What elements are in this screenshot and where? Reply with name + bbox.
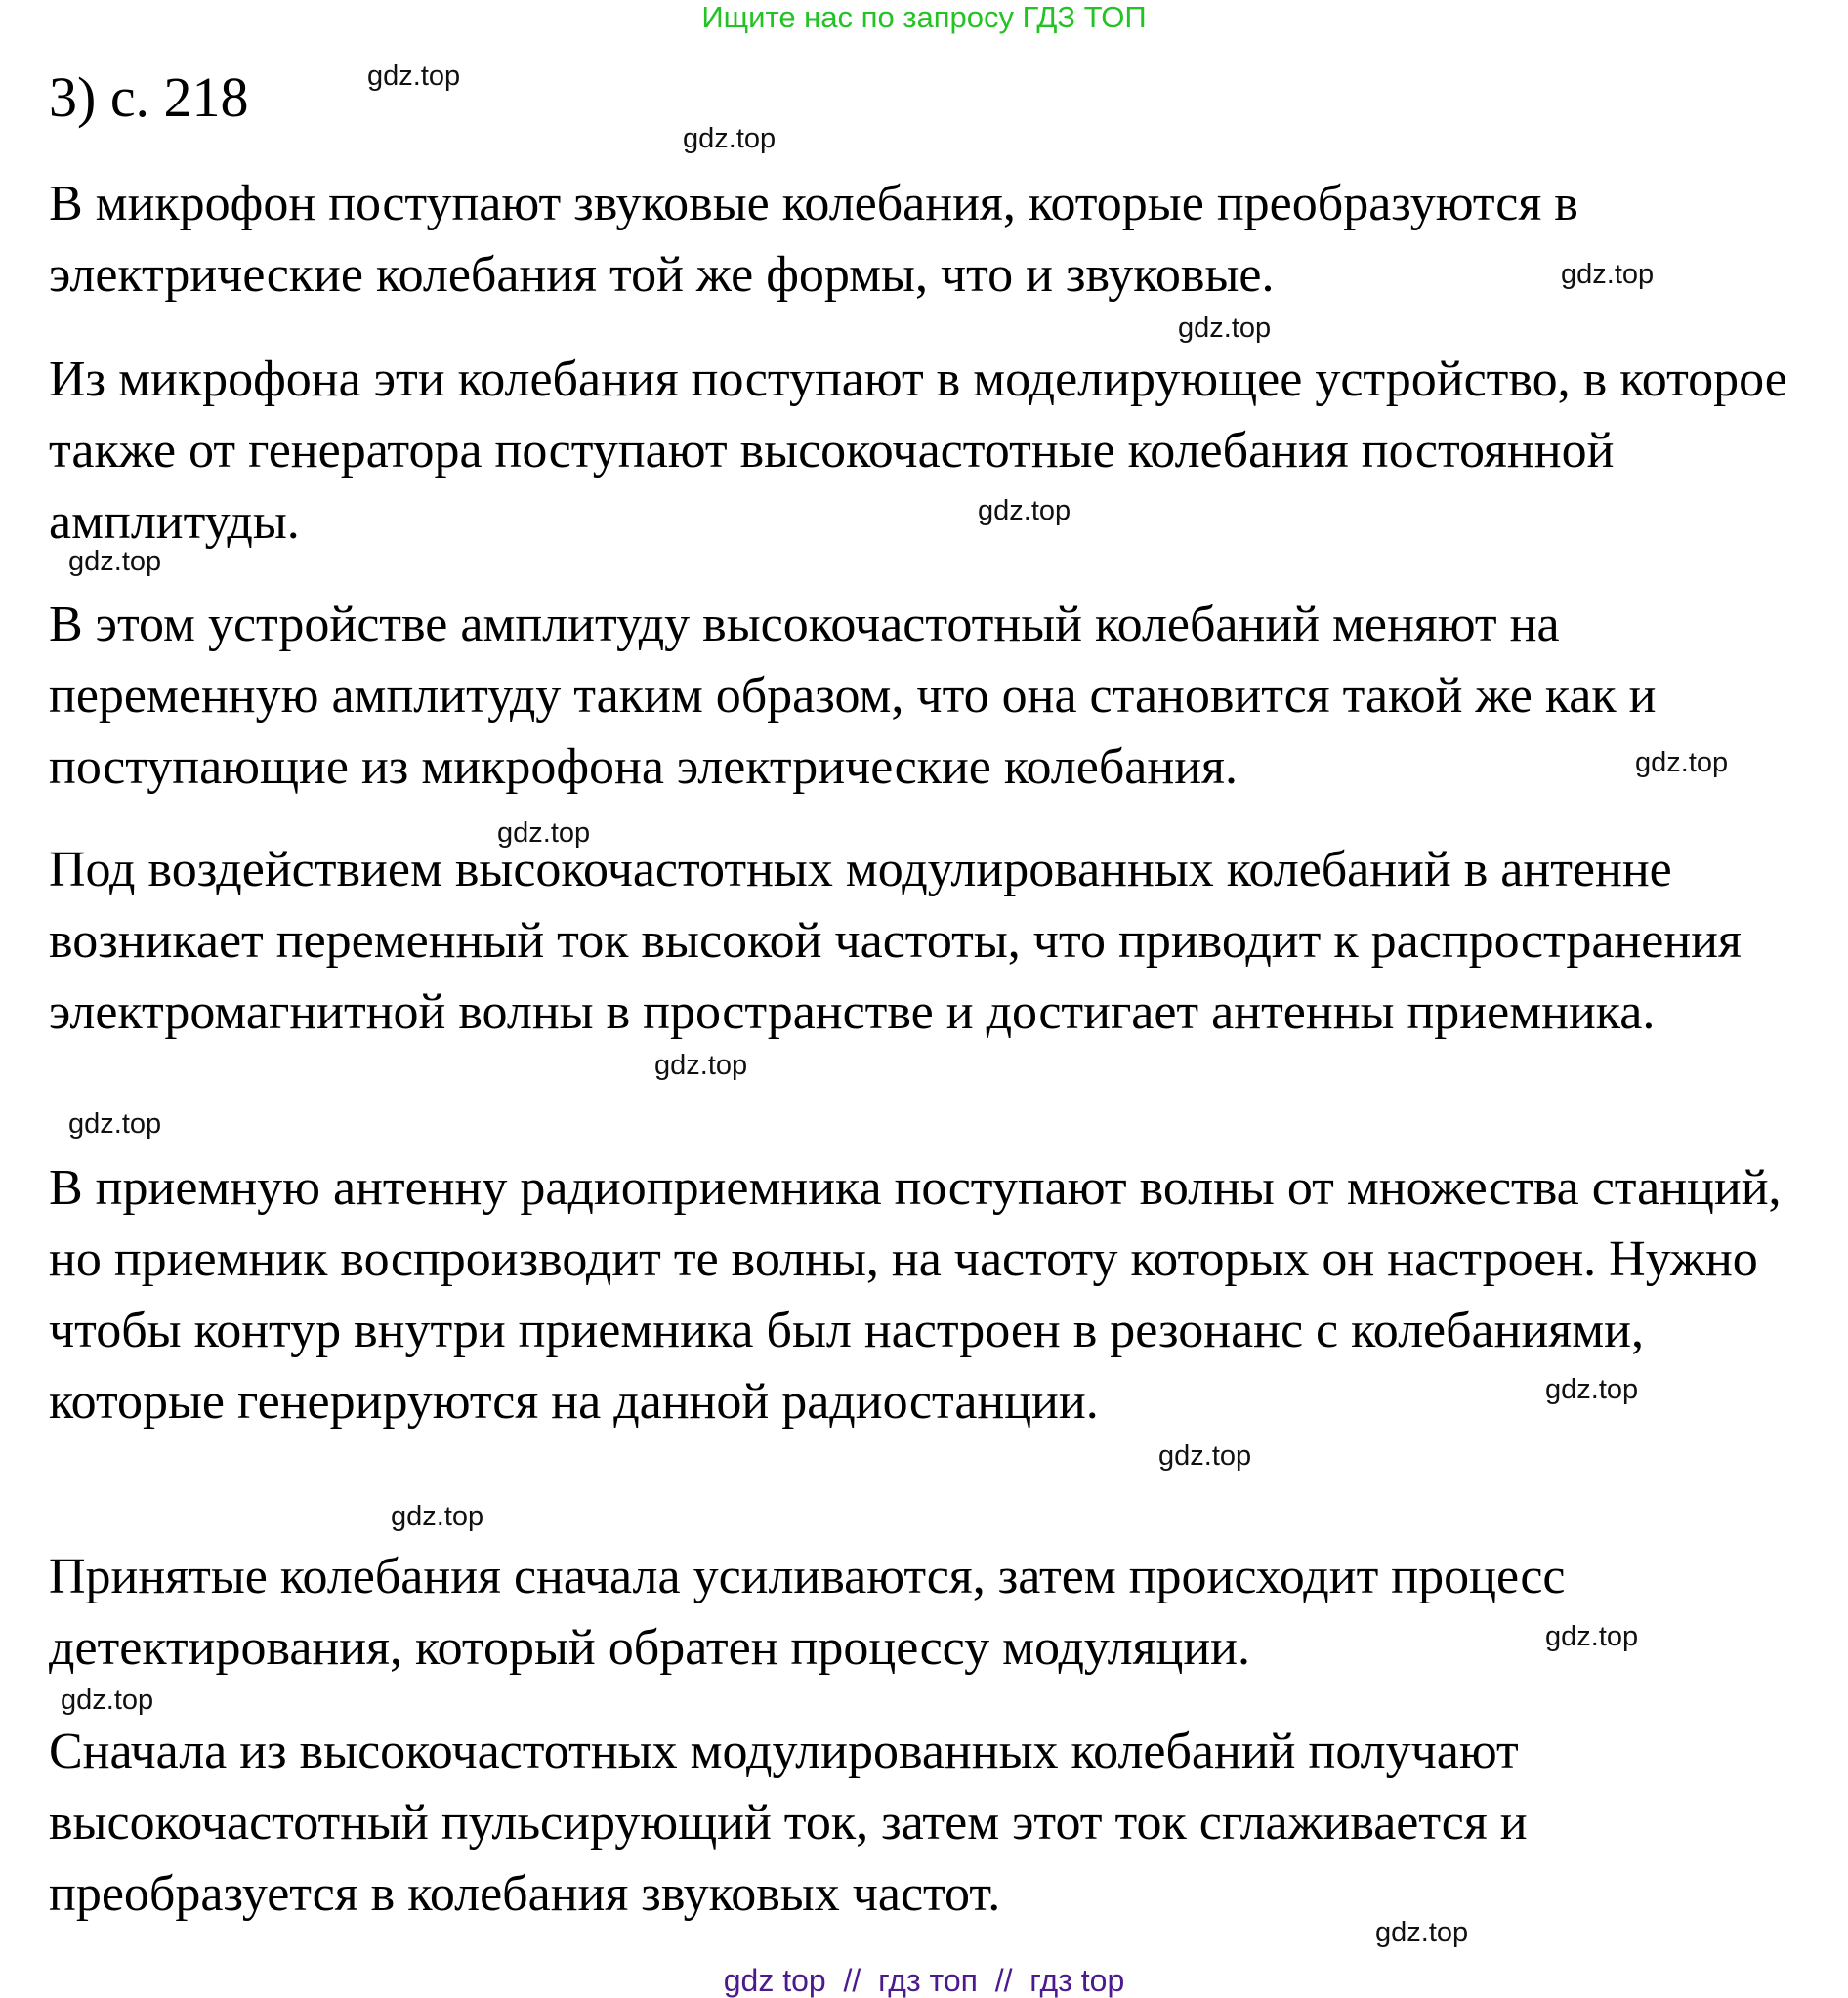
watermark: gdz.top xyxy=(68,546,162,577)
watermark: gdz.top xyxy=(1158,1440,1252,1472)
watermark: gdz.top xyxy=(367,61,461,92)
watermark: gdz.top xyxy=(391,1501,484,1532)
watermark: gdz.top xyxy=(683,123,777,154)
watermark: gdz.top xyxy=(1545,1621,1639,1652)
watermark: gdz.top xyxy=(68,1108,162,1140)
paragraph-6: Принятые колебания сначала усиливаются, затем происходит процесс детектирования, который обратен процессу модуляции. xyxy=(49,1549,1566,1676)
watermark: gdz.top xyxy=(61,1685,154,1716)
watermark: gdz.top xyxy=(1375,1917,1469,1948)
watermark: gdz.top xyxy=(497,817,591,849)
paragraph-5: В приемную антенну радиоприемника поступают волны от множества станций, но приемник воспроизводит те волны, на частоту которых он настроен. Нужно чтобы контур внутри приемника был настроен в резонанс с колебаниями, которые генерируются на данной радиостанции. xyxy=(49,1160,1782,1430)
watermark: gdz.top xyxy=(1635,747,1729,778)
paragraph-4: Под воздействием высокочастотных модулированных колебаний в антенне возникает переменный ток высокой частоты, что приводит к распространения электромагнитной волны в пространстве и достигает антенны приемника. xyxy=(49,842,1742,1040)
watermark: gdz.top xyxy=(654,1050,748,1081)
watermark: gdz.top xyxy=(978,495,1071,526)
watermark: gdz.top xyxy=(1178,312,1272,344)
paragraph-2: Из микрофона эти колебания поступают в моделирующее устройство, в которое также от генератора поступают высокочастотные колебания постоянной амплитуды. xyxy=(49,352,1787,550)
paragraph-3: В этом устройстве амплитуду высокочастотный колебаний меняют на переменную амплитуду таким образом, что она становится такой же как и поступающие из микрофона электрические колебания. xyxy=(49,597,1657,795)
footer-links: gdz top // гдз топ // гдз top xyxy=(723,1963,1125,1998)
page-heading: 3) с. 218 xyxy=(49,65,249,129)
watermark: gdz.top xyxy=(1545,1374,1639,1405)
watermark: gdz.top xyxy=(1561,259,1655,290)
paragraph-7: Сначала из высокочастотных модулированных колебаний получают высокочастотный пульсирующий ток, затем этот ток сглаживается и преобразуется в колебания звуковых частот. xyxy=(49,1724,1528,1922)
search-banner: Ищите нас по запросу ГДЗ ТОП xyxy=(701,0,1147,34)
paragraph-1: В микрофон поступают звуковые колебания, которые преобразуются в электрические колебания той же формы, что и звуковые. xyxy=(49,176,1578,303)
